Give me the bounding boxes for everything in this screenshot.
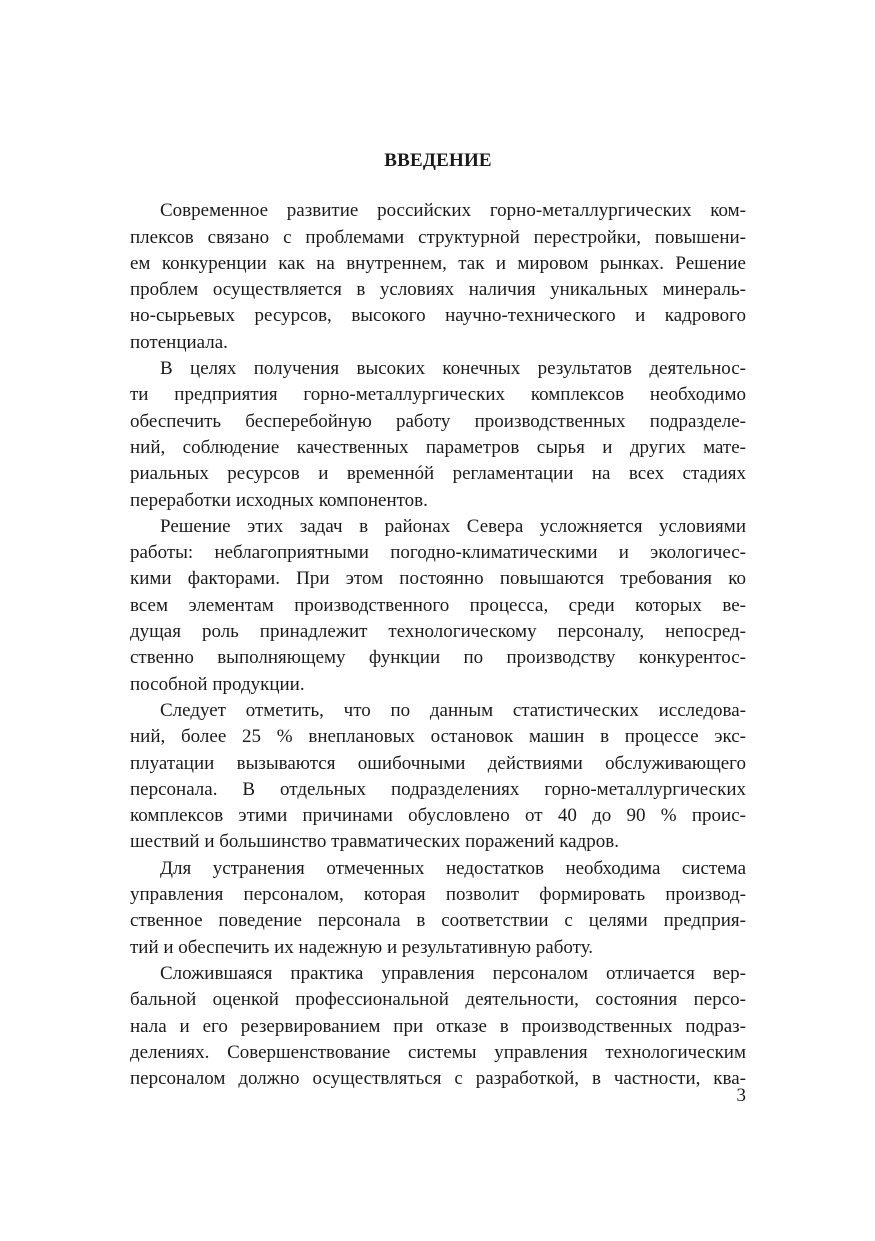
text-line: Сложившаяся практика управления персоналом отличается вер- (160, 962, 746, 984)
text-line: делениях. Совершенствование системы управления технологическим (130, 1041, 746, 1063)
text-line: но-сырьевых ресурсов, высокого научно-технического и кадрового (130, 305, 746, 327)
text-line: переработки исходных компонентов. (130, 489, 428, 511)
text-line: плексов связано с проблемами структурной перестройки, повышени- (130, 226, 746, 248)
text-line: ем конкуренции как на внутреннем, так и мировом рынках. Решение (130, 252, 746, 274)
text-line: тий и обеспечить их надежную и результативную работу. (130, 936, 594, 958)
text-line: риальных ресурсов и временнóй регламентации на всех стадиях (130, 463, 746, 485)
paragraph (130, 961, 746, 1092)
text-line: ственное поведение персонала в соответствии с целями предприя- (130, 910, 746, 932)
paragraph (130, 198, 746, 356)
text-line: комплексов этими причинами обусловлено от 40 до 90 % проис- (130, 805, 746, 827)
paragraph (130, 356, 746, 514)
page-body (130, 148, 746, 1092)
text-line: кими факторами. При этом постоянно повышаются требования ко (130, 568, 746, 590)
text-line: ти предприятия горно-металлургических комплексов необходимо (130, 384, 746, 406)
text-line: бальной оценкой профессиональной деятельности, состояния персо- (130, 989, 746, 1011)
page-number: 3 (736, 1085, 746, 1106)
text-line: нала и его резервированием при отказе в производственных подраз- (130, 1015, 746, 1037)
text-line: Современное развитие российских горно-металлургических ком- (160, 200, 746, 222)
text-line: пособной продукции. (130, 673, 305, 695)
text-line: персонала. В отдельных подразделениях горно-металлургических (130, 778, 746, 800)
text-line: Для устранения отмеченных недостатков необходима система (160, 857, 746, 879)
text-line: проблем осуществляется в условиях наличия уникальных минераль- (130, 279, 746, 301)
paragraph (130, 698, 746, 856)
text-line: Решение этих задач в районах Севера усложняется условиями (160, 515, 746, 537)
text-line: управления персоналом, которая позволит формировать производ- (130, 884, 746, 906)
text-line: обеспечить бесперебойную работу производственных подразделе- (130, 410, 746, 432)
text-line: шествий и большинство травматических поражений кадров. (130, 831, 619, 853)
text-line: работы: неблагоприятными погодно-климатическими и экологичес- (130, 542, 746, 564)
text-line: всем элементам производственного процесса, среди которых ве- (130, 594, 746, 616)
paragraph (130, 856, 746, 961)
paragraph (130, 514, 746, 698)
text-line: ний, более 25 % внеплановых остановок машин в процессе экс- (130, 726, 746, 748)
text-line: плуатации вызываются ошибочными действиями обслуживающего (130, 752, 746, 774)
text-line: ний, соблюдение качественных параметров сырья и других мате- (130, 436, 746, 458)
text-line: дущая роль принадлежит технологическому персоналу, непосред- (130, 621, 746, 643)
text-line: персоналом должно осуществляться с разработкой, в частности, ква- (130, 1068, 746, 1090)
text-line: ственно выполняющему функции по производству конкурентос- (130, 647, 746, 669)
text-line: В целях получения высоких конечных результатов деятельнос- (160, 358, 746, 380)
text-line: потенциала. (130, 331, 228, 353)
body-text (130, 198, 746, 1092)
text-line: Следует отметить, что по данным статистических исследова- (160, 699, 746, 721)
page-title: ВВЕДЕНИЕ (384, 150, 492, 171)
